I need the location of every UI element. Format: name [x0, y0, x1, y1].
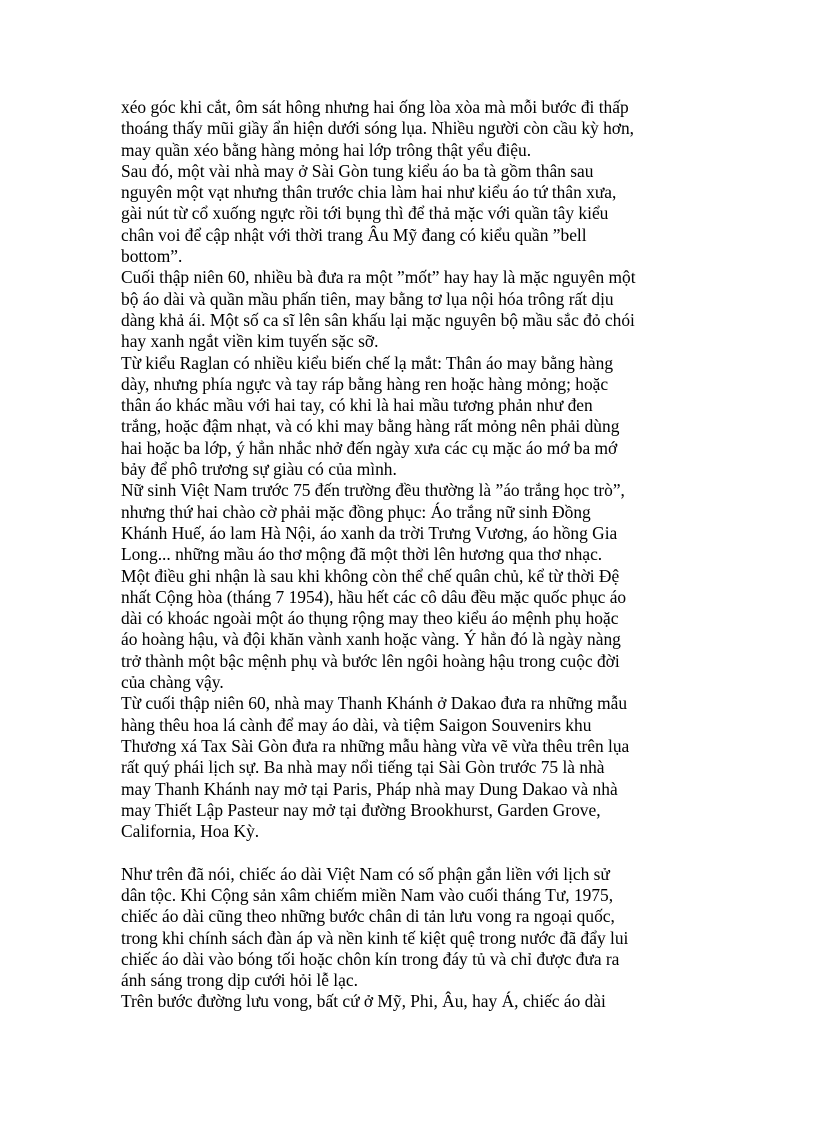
text-line: nhất Cộng hòa (tháng 7 1954), hầu hết các cô dâu đều mặc quốc phục áo [121, 586, 627, 607]
text-line: của chàng vậy. [121, 672, 224, 693]
text-line: gài nút từ cổ xuống ngực rồi tới bụng thì để thả mặc với quần tây kiểu [121, 203, 609, 224]
text-line: trắng, hoặc đậm nhạt, và có khi may bằng hàng rất mỏng nên phải dùng [121, 416, 620, 437]
text-line: Cuối thập niên 60, nhiều bà đưa ra một ”mốt” hay hay là mặc nguyên một [121, 267, 636, 288]
text-line: dài có khoác ngoài một áo thụng rộng may theo kiểu áo mệnh phụ hoặc [121, 608, 619, 629]
text-line: hàng thêu hoa lá cành để may áo dài, và tiệm Saigon Souvenirs khu [121, 714, 592, 735]
text-line: thân áo khác mầu với hai tay, có khi là hai mầu tương phản như đen [121, 395, 593, 416]
document-page [121, 97, 721, 1013]
text-line: chiếc áo dài cũng theo những bước chân di tản lưu vong ra ngoại quốc, [121, 906, 615, 927]
text-line: bộ áo dài và quần mầu phấn tiên, may bằng tơ lụa nội hóa trông rất dịu [121, 288, 614, 309]
text-line: California, Hoa Kỳ. [121, 821, 260, 842]
text-line: bottom”. [121, 246, 183, 267]
text-line: rất quý phái lịch sự. Ba nhà may nổi tiếng tại Sài Gòn trước 75 là nhà [121, 757, 605, 778]
text-line: hay xanh ngắt viền kim tuyến sặc sỡ. [121, 331, 379, 352]
text-line: dày, nhưng phía ngực và tay ráp bằng hàng ren hoặc hàng mỏng; hoặc [121, 373, 609, 394]
text-line: may Thiết Lập Pasteur nay mở tại đường Brookhurst, Garden Grove, [121, 799, 601, 820]
text-line: trở thành một bậc mệnh phụ và bước lên ngôi hoàng hậu trong cuộc đời [121, 650, 620, 671]
text-line: Long... những mầu áo thơ mộng đã một thời lên hương qua thơ nhạc. [121, 544, 603, 565]
text-line: nhưng thứ hai chào cờ phải mặc đồng phục: Áo trắng nữ sinh Đồng [121, 501, 591, 522]
text-line: Từ kiểu Raglan có nhiều kiểu biến chế lạ mắt: Thân áo may bằng hàng [121, 352, 614, 373]
text-line: thoáng thấy mũi giầy ẩn hiện dưới sóng lụa. Nhiều người còn cầu kỳ hơn, [121, 118, 634, 139]
text-line: bảy để phô trương sự giàu có của mình. [121, 459, 397, 480]
text-line: Như trên đã nói, chiếc áo dài Việt Nam có số phận gắn liền với lịch sử [121, 863, 610, 884]
text-line: may Thanh Khánh nay mở tại Paris, Pháp nhà may Dung Dakao và nhà [121, 778, 618, 799]
text-line: chiếc áo dài vào bóng tối hoặc chôn kín trong đáy tủ và chỉ được đưa ra [121, 948, 620, 969]
text-line: chân voi để cập nhật với thời trang Âu Mỹ đang có kiểu quần ”bell [121, 224, 587, 245]
text-line: Một điều ghi nhận là sau khi không còn thể chế quân chủ, kể từ thời Đệ [121, 565, 620, 586]
text-line: Từ cuối thập niên 60, nhà may Thanh Khánh ở Dakao đưa ra những mẫu [121, 693, 628, 714]
text-line: xéo góc khi cắt, ôm sát hông nhưng hai ống lòa xòa mà mỗi bước đi thấp [121, 97, 629, 117]
text-line: Sau đó, một vài nhà may ở Sài Gòn tung kiểu áo ba tà gồm thân sau [121, 160, 594, 181]
text-line: hai hoặc ba lớp, ý hẳn nhắc nhở đến ngày xưa các cụ mặc áo mớ ba mớ [121, 437, 618, 458]
text-line: nguyên một vạt nhưng thân trước chia làm hai như kiểu áo tứ thân xưa, [121, 182, 617, 203]
text-line: trong khi chính sách đàn áp và nền kinh tế kiệt quệ trong nước đã đẩy lui [121, 927, 629, 948]
text-line: may quần xéo bằng hàng mỏng hai lớp trông thật yểu điệu. [121, 139, 532, 160]
text-line: dân tộc. Khi Cộng sản xâm chiếm miền Nam vào cuối tháng Tư, 1975, [121, 884, 614, 905]
text-line: dàng khả ái. Một số ca sĩ lên sân khấu lại mặc nguyên bộ mầu sắc đỏ chói [121, 309, 635, 330]
paragraph-gap [121, 842, 721, 863]
text-line: Khánh Huế, áo lam Hà Nội, áo xanh da trời Trưng Vương, áo hồng Gia [121, 522, 618, 543]
text-line: Thương xá Tax Sài Gòn đưa ra những mẫu hàng vừa vẽ vừa thêu trên lụa [121, 735, 630, 756]
text-line: ánh sáng trong dịp cưới hỏi lễ lạc. [121, 970, 358, 991]
text-line: áo hoàng hậu, và đội khăn vành xanh hoặc vàng. Ý hẳn đó là ngày nàng [121, 629, 621, 650]
text-line: Nữ sinh Việt Nam trước 75 đến trường đều thường là ”áo trắng học trò”, [121, 480, 625, 501]
text-line: Trên bước đường lưu vong, bất cứ ở Mỹ, Phi, Âu, hay Á, chiếc áo dài [121, 991, 606, 1012]
